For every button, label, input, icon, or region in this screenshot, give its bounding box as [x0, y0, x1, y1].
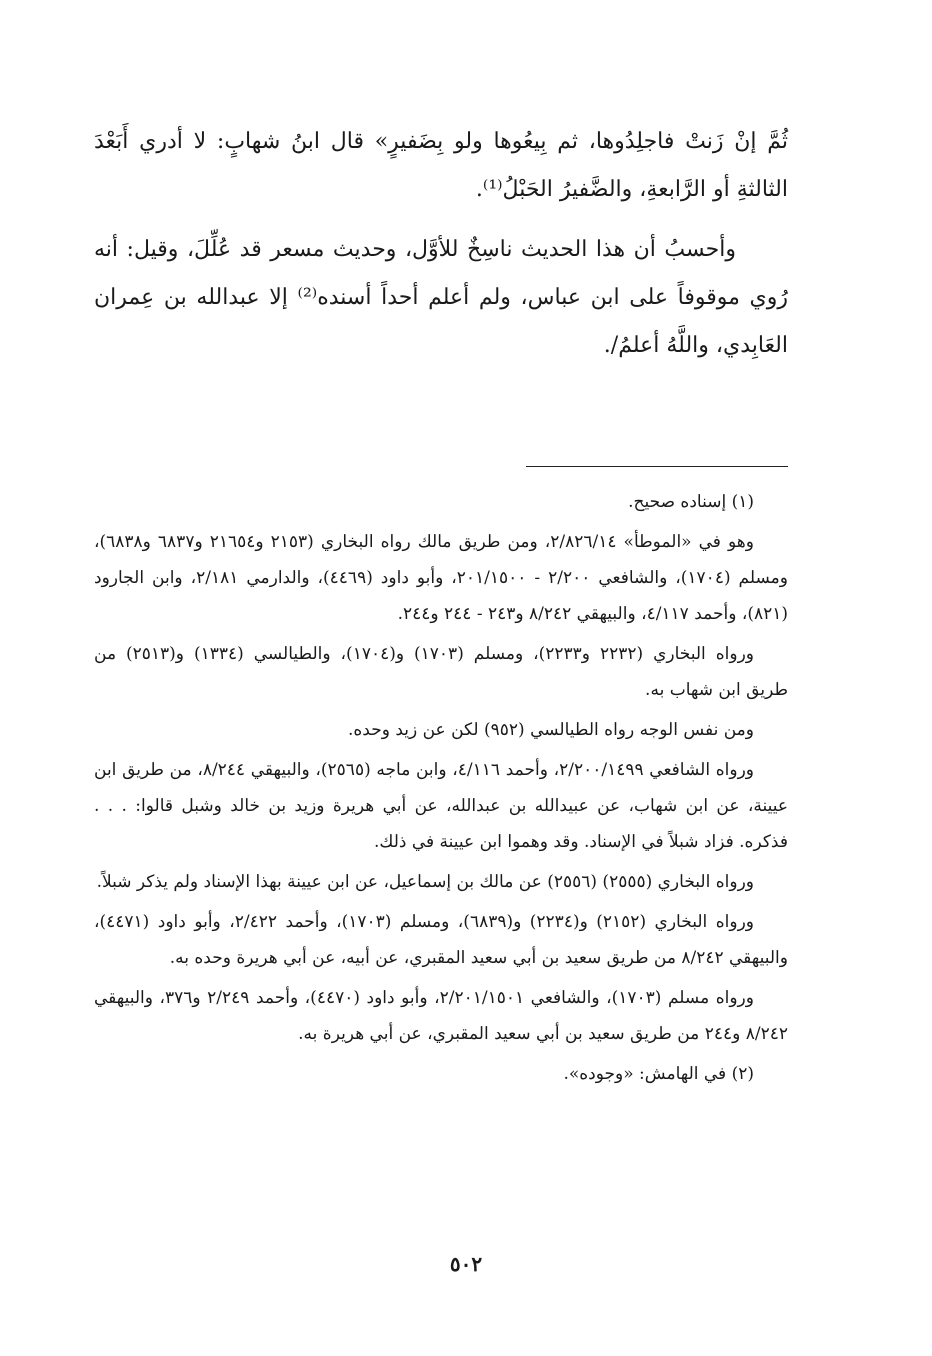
footnote-paragraph: ورواه البخاري (٢٢٣٢ و٢٢٣٣)، ومسلم (١٧٠٣) و(١٧٠٤)، والطيالسي (١٣٣٤) و(٢٥١٣) من طريق ابن شهاب به.	[94, 644, 788, 700]
footnote-paragraph: ومن نفس الوجه رواه الطيالسي (٩٥٢) لكن عن زيد وحده.	[347, 720, 754, 740]
footnote-2: (٢) في الهامش: «وجوده».	[563, 1064, 754, 1084]
footnote-1-heading: (١) إسناده صحيح.	[628, 492, 754, 512]
footnote-paragraph: ورواه مسلم (١٧٠٣)، والشافعي ٢/٢٠١/١٥٠١، وأبو داود (٤٤٧٠)، وأحمد ٢/٢٤٩ و٣٧٦، والبيهقي ٨/٢٤٢ و٢٤٤ من طريق سعيد بن أبي سعيد المقبري، عن أبي هريرة به.	[94, 988, 788, 1044]
footnotes	[94, 484, 788, 1096]
footnote-paragraph: وهو في «الموطأ» ٢/٨٢٦/١٤، ومن طريق مالك رواه البخاري (٢١٥٣ و٢١٦٥٤ و٦٨٣٧ و٦٨٣٨)، ومسلم (١٧٠٤)، والشافعي ٢/٢٠٠ - ٢٠١/١٥٠٠، وأبو داود (٤٤٦٩)، والدارمي ٢/١٨١، وابن الجارود (٨٢١)، وأحمد ٤/١١٧، والبيهقي ٨/٢٤٢ و٢٤٣ - ٢٤٤ و٢٤٤.	[94, 532, 788, 624]
page-number: ٥٠٢	[449, 1252, 483, 1276]
footnote-paragraph: ورواه البخاري (٢٥٥٥) (٢٥٥٦) عن مالك بن إسماعيل، عن ابن عيينة بهذا الإسناد ولم يذكر شبلاً.	[96, 872, 754, 892]
main-paragraph-2: وأحسبُ أن هذا الحديث ناسِخٌ للأوَّل، وحديث مسعر قد عُلِّلَ، وقيل: أنه رُوي موقوفاً على ابن عباس، ولم أعلم أحداً أسنده⁽²⁾ إلا عبدالله بن عِمران العَابِدي، واللَّهُ أعلمُ/.	[94, 237, 788, 358]
main-paragraph-1: ثُمَّ إنْ زَنتْ فاجلِدُوها، ثم بِيعُوها ولو بِضَفيرٍ» قال ابنُ شهابٍ: لا أدري أَبَعْدَ الثالثةِ أو الرَّابعةِ، والضَّفيرُ الحَبْلُ⁽¹⁾.	[94, 129, 788, 202]
footnote-paragraph: ورواه البخاري (٢١٥٢) و(٢٢٣٤) و(٦٨٣٩)، ومسلم (١٧٠٣)، وأحمد ٢/٤٢٢، وأبو داود (٤٤٧١)، والبيهقي ٨/٢٤٢ من طريق سعيد بن أبي سعيد المقبري، عن أبيه، عن أبي هريرة وحده به.	[94, 912, 788, 968]
main-text	[94, 118, 788, 382]
footnote-paragraph: ورواه الشافعي ٢/٢٠٠/١٤٩٩، وأحمد ٤/١١٦، وابن ماجه (٢٥٦٥)، والبيهقي ٨/٢٤٤، من طريق ابن عيينة، عن ابن شهاب، عن عبيدالله بن عبدالله، عن أبي هريرة وزيد بن خالد وشبل قالوا: . . . فذكره. فزاد شبلاً في الإسناد. وقد وهموا ابن عيينة في ذلك.	[94, 760, 788, 852]
footnote-divider	[526, 466, 788, 467]
